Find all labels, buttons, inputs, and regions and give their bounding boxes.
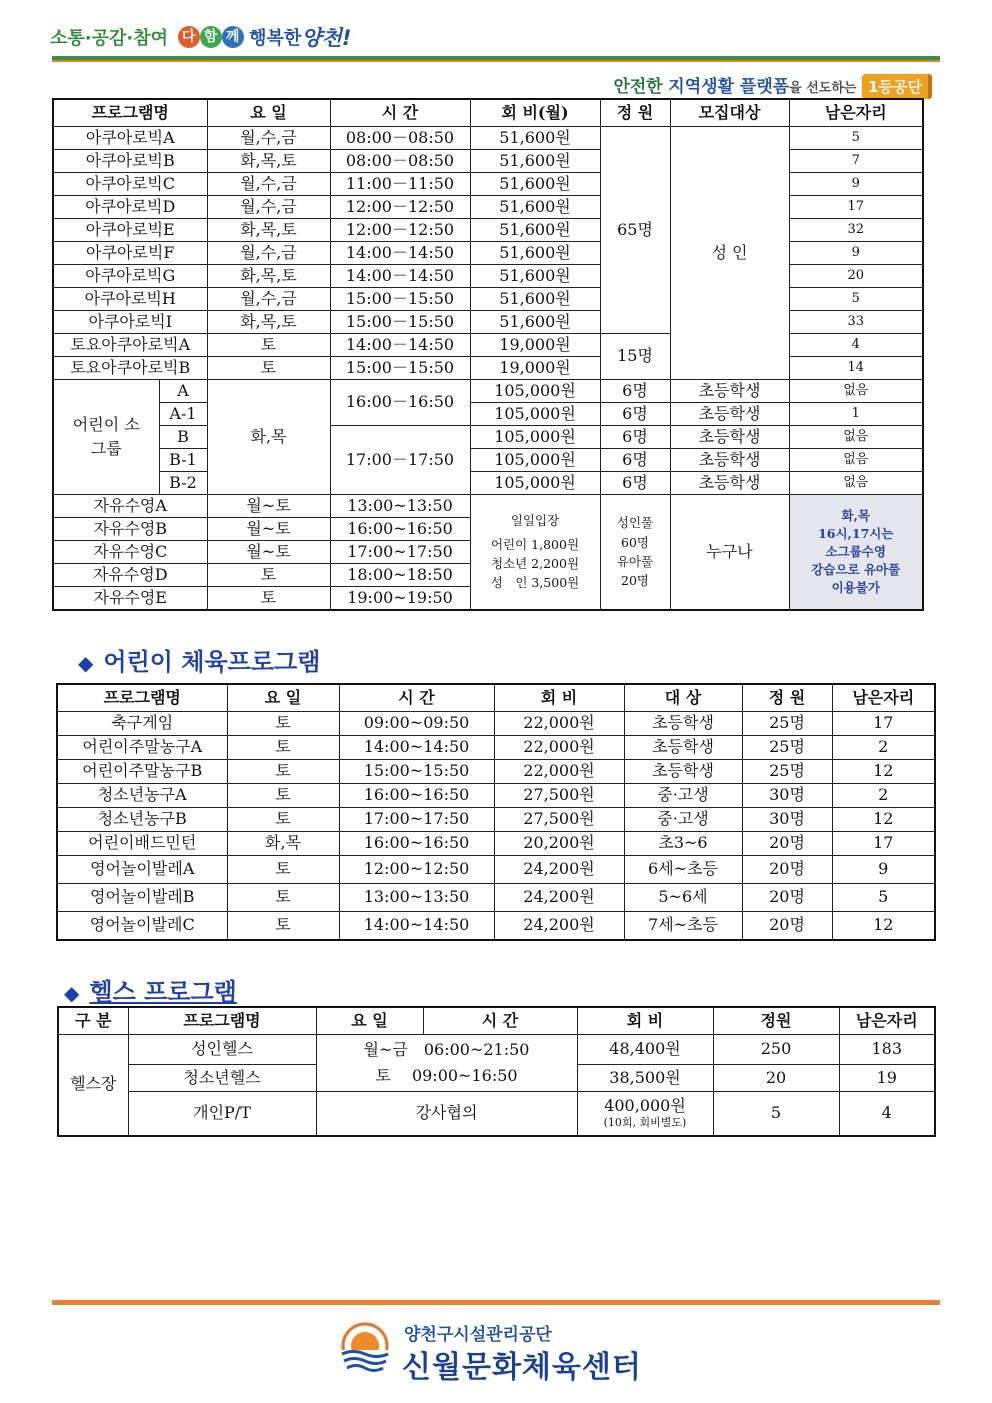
sun-wave-logo-icon [338, 1322, 392, 1376]
table-header-row [57, 684, 935, 712]
section-title-text: 어린이 체육프로그램 [103, 648, 321, 676]
footer-org: 양천구시설관리공단 [404, 1325, 552, 1345]
column-header: 회 비 [577, 1007, 713, 1035]
program-time: 13:00~13:50 [339, 884, 494, 912]
seats-left: 14 [789, 357, 923, 380]
program-fee: 20,200원 [494, 832, 624, 856]
program-name: 축구게임 [57, 712, 227, 736]
free-note-5: 이용불가 [831, 580, 880, 596]
program-name: 청소년농구B [57, 808, 227, 832]
program-day: 화,목,토 [207, 311, 330, 334]
program-time: 08:00－08:50 [330, 127, 470, 150]
section-title-kids [78, 642, 320, 677]
program-target: 초등학생 [624, 760, 742, 784]
program-capacity: 30명 [742, 784, 832, 808]
program-fee: 105,000원 [470, 449, 600, 472]
table-row [53, 127, 923, 150]
program-capacity: 5 [713, 1092, 839, 1136]
table-row [53, 403, 923, 426]
program-name: 아쿠아로빅I [53, 311, 207, 334]
table-row [57, 832, 935, 856]
header-rule-accent [52, 60, 940, 62]
schedule-line-2: 토 09:00~16:50 [375, 1066, 518, 1085]
program-target: 초등학생 [670, 472, 789, 495]
program-time: 18:00~18:50 [330, 564, 470, 587]
table-header-row [53, 99, 923, 127]
table-row [57, 808, 935, 832]
program-capacity: 20명 [742, 832, 832, 856]
free-swim-capacity [600, 495, 670, 611]
program-time: 14:00~14:50 [339, 912, 494, 940]
program-fee: 27,500원 [494, 808, 624, 832]
program-name: 아쿠아로빅C [53, 173, 207, 196]
health-schedule [316, 1035, 577, 1092]
slogan-circle-1: 다 [178, 26, 200, 48]
column-header: 대 상 [624, 684, 742, 712]
seats-left: 2 [832, 736, 935, 760]
program-name: 자유수영C [53, 541, 207, 564]
seats-left: 5 [789, 127, 923, 150]
program-day: 토 [227, 856, 339, 884]
program-fee: 51,600원 [470, 288, 600, 311]
program-name: 자유수영B [53, 518, 207, 541]
kids-class: A [159, 380, 207, 403]
seats-left: 33 [789, 311, 923, 334]
program-fee: 19,000원 [470, 357, 600, 380]
free-fee-child: 어린이 1,800원 [490, 536, 580, 552]
section-title-text: 헬스 프로그램 [89, 978, 237, 1006]
tagline-a: 안전한 [613, 77, 663, 97]
seats-left: 17 [832, 712, 935, 736]
tagline-badge: 1등공단 [862, 74, 932, 99]
program-name: 토요아쿠아로빅B [53, 357, 207, 380]
table-row [57, 884, 935, 912]
program-name: 자유수영D [53, 564, 207, 587]
program-capacity: 25명 [742, 736, 832, 760]
diamond-bullet-icon: ◆ [64, 981, 80, 1005]
program-fee: 22,000원 [494, 760, 624, 784]
program-capacity: 6명 [600, 426, 670, 449]
program-name: 아쿠아로빅B [53, 150, 207, 173]
program-capacity: 6명 [600, 472, 670, 495]
table-row [57, 784, 935, 808]
program-day: 토 [207, 334, 330, 357]
free-fee-title: 일일입장 [510, 513, 560, 529]
program-capacity: 20명 [742, 856, 832, 884]
seats-left: 4 [839, 1092, 935, 1136]
kids-time: 16:00－16:50 [330, 380, 470, 426]
free-cap-3: 유아풀 [616, 554, 654, 569]
program-time: 14:00－14:50 [330, 334, 470, 357]
program-day: 토 [227, 760, 339, 784]
program-target: 7세~초등 [624, 912, 742, 940]
program-time: 15:00－15:50 [330, 357, 470, 380]
free-note-3: 소그룹수영 [825, 543, 886, 559]
program-capacity: 30명 [742, 808, 832, 832]
column-header: 프로그램명 [53, 99, 207, 127]
program-fee: 105,000원 [470, 472, 600, 495]
pt-fee-cell [577, 1092, 713, 1136]
program-fee: 48,400원 [577, 1035, 713, 1065]
program-capacity: 65명 [600, 127, 670, 334]
kids-day: 화,목 [207, 380, 330, 495]
program-name: 영어놀이발레C [57, 912, 227, 940]
program-fee: 24,200원 [494, 884, 624, 912]
column-header: 시 간 [423, 1007, 577, 1035]
seats-left: 19 [839, 1065, 935, 1092]
program-day: 토 [207, 564, 330, 587]
program-target: 초등학생 [670, 403, 789, 426]
column-header: 시 간 [330, 99, 470, 127]
program-name: 아쿠아로빅H [53, 288, 207, 311]
table-row [57, 912, 935, 940]
program-time: 12:00~12:50 [339, 856, 494, 884]
column-header: 모집대상 [670, 99, 789, 127]
program-time: 15:00－15:50 [330, 288, 470, 311]
program-time: 14:00~14:50 [339, 736, 494, 760]
program-time: 13:00~13:50 [330, 495, 470, 518]
program-time: 16:00~16:50 [339, 784, 494, 808]
program-capacity: 20명 [742, 912, 832, 940]
table-row [57, 736, 935, 760]
seats-left: 183 [839, 1035, 935, 1065]
program-name: 영어놀이발레A [57, 856, 227, 884]
program-time: 17:00~17:50 [330, 541, 470, 564]
table-row [53, 334, 923, 357]
free-cap-1: 성인풀 [616, 515, 654, 531]
free-swim-note [789, 495, 923, 611]
program-time: 15:00~15:50 [339, 760, 494, 784]
header-tagline [613, 72, 932, 98]
table-row [53, 449, 923, 472]
program-fee: 19,000원 [470, 334, 600, 357]
program-time: 12:00－12:50 [330, 196, 470, 219]
column-header: 정 원 [742, 684, 832, 712]
kids-time: 17:00－17:50 [330, 426, 470, 495]
table-row [53, 288, 923, 311]
program-name: 어린이주말농구B [57, 760, 227, 784]
table-row [53, 150, 923, 173]
program-day: 토 [227, 712, 339, 736]
table-row [58, 1035, 935, 1065]
program-target: 중·고생 [624, 784, 742, 808]
program-day: 월,수,금 [207, 173, 330, 196]
section-title-health [64, 972, 237, 1007]
column-header: 요 일 [227, 684, 339, 712]
table-row [53, 173, 923, 196]
table-row [53, 357, 923, 380]
table-row [53, 472, 923, 495]
program-capacity: 20 [713, 1065, 839, 1092]
slogan-part2: 행복한 [249, 28, 302, 49]
program-name: 아쿠아로빅G [53, 265, 207, 288]
seats-left: 2 [832, 784, 935, 808]
column-header: 회 비 [494, 684, 624, 712]
program-fee: 51,600원 [470, 265, 600, 288]
free-cap-4: 20명 [621, 573, 649, 589]
program-capacity: 6명 [600, 380, 670, 403]
program-capacity: 6명 [600, 403, 670, 426]
diamond-bullet-icon: ◆ [78, 651, 94, 675]
column-header: 회 비(월) [470, 99, 600, 127]
program-fee: 105,000원 [470, 403, 600, 426]
program-name: 청소년농구A [57, 784, 227, 808]
header-slogan [50, 22, 352, 54]
program-target: 초등학생 [670, 449, 789, 472]
program-time: 12:00－12:50 [330, 219, 470, 242]
program-day: 월~토 [207, 495, 330, 518]
column-header: 정 원 [600, 99, 670, 127]
kids-class: B-2 [159, 472, 207, 495]
program-day: 월,수,금 [207, 127, 330, 150]
column-header: 남은자리 [789, 99, 923, 127]
health-category: 헬스장 [58, 1035, 128, 1136]
program-target: 성 인 [670, 127, 789, 380]
kids-group-name: 어린이 소그룹 [53, 380, 159, 495]
program-target: 5~6세 [624, 884, 742, 912]
slogan-circle-2: 함 [200, 26, 222, 48]
program-fee: 51,600원 [470, 150, 600, 173]
program-name: 개인P/T [128, 1092, 316, 1136]
table-row [53, 495, 923, 518]
program-name: 아쿠아로빅E [53, 219, 207, 242]
table-row [57, 712, 935, 736]
program-fee: 22,000원 [494, 736, 624, 760]
program-name: 어린이주말농구A [57, 736, 227, 760]
table-row [53, 196, 923, 219]
table-row [57, 760, 935, 784]
program-fee: 22,000원 [494, 712, 624, 736]
program-target: 초3~6 [624, 832, 742, 856]
free-note-4: 강습으로 유아풀 [811, 562, 901, 578]
program-target: 중·고생 [624, 808, 742, 832]
tagline-b: 지역생활 플랫폼 [668, 77, 790, 97]
pt-fee: 400,000원 [604, 1096, 686, 1116]
program-capacity: 25명 [742, 712, 832, 736]
free-fee-adult: 성 인 3,500원 [490, 575, 580, 591]
program-capacity: 20명 [742, 884, 832, 912]
program-time: 11:00－11:50 [330, 173, 470, 196]
program-fee: 105,000원 [470, 380, 600, 403]
program-day: 월,수,금 [207, 242, 330, 265]
column-header: 시 간 [339, 684, 494, 712]
kids-class: B [159, 426, 207, 449]
table-row [53, 242, 923, 265]
program-time: 14:00－14:50 [330, 265, 470, 288]
kids-class: A-1 [159, 403, 207, 426]
table-row [57, 856, 935, 884]
seats-left: 9 [832, 856, 935, 884]
program-day: 화,목,토 [207, 150, 330, 173]
column-header: 남은자리 [839, 1007, 935, 1035]
free-note-2: 16시,17시는 [818, 525, 894, 541]
program-fee: 38,500원 [577, 1065, 713, 1092]
program-fee: 51,600원 [470, 173, 600, 196]
program-time: 19:00~19:50 [330, 587, 470, 611]
seats-left: 9 [789, 173, 923, 196]
program-day: 월~토 [207, 541, 330, 564]
program-target: 초등학생 [670, 426, 789, 449]
free-swim-fee [470, 495, 600, 611]
program-fee: 105,000원 [470, 426, 600, 449]
table-row [58, 1092, 935, 1136]
table-row [53, 265, 923, 288]
program-day: 화,목,토 [207, 265, 330, 288]
program-capacity: 6명 [600, 449, 670, 472]
schedule-line-1: 월~금 06:00~21:50 [363, 1040, 530, 1060]
program-capacity: 15명 [600, 334, 670, 380]
program-capacity: 25명 [742, 760, 832, 784]
seats-left: 5 [789, 288, 923, 311]
program-name: 아쿠아로빅F [53, 242, 207, 265]
footer-rule [52, 1300, 940, 1305]
table-row [53, 219, 923, 242]
seats-left: 17 [789, 196, 923, 219]
table-row [53, 426, 923, 449]
program-fee: 24,200원 [494, 912, 624, 940]
program-time: 15:00－15:50 [330, 311, 470, 334]
column-header: 프로그램명 [57, 684, 227, 712]
program-time: 16:00~16:50 [330, 518, 470, 541]
seats-left: 7 [789, 150, 923, 173]
seats-left: 없음 [789, 472, 923, 495]
tagline-c: 을 선도하는 [789, 81, 857, 96]
swim-program-table [52, 98, 924, 611]
program-day: 화,목 [227, 832, 339, 856]
program-time: 09:00~09:50 [339, 712, 494, 736]
program-name: 어린이배드민턴 [57, 832, 227, 856]
seats-left: 32 [789, 219, 923, 242]
program-fee: 27,500원 [494, 784, 624, 808]
health-program-table [57, 1006, 936, 1137]
seats-left: 17 [832, 832, 935, 856]
program-time: 17:00~17:50 [339, 808, 494, 832]
program-target: 초등학생 [624, 736, 742, 760]
seats-left: 12 [832, 760, 935, 784]
program-target: 초등학생 [624, 712, 742, 736]
program-name: 청소년헬스 [128, 1065, 316, 1092]
seats-left: 없음 [789, 426, 923, 449]
seats-left: 5 [832, 884, 935, 912]
seats-left: 12 [832, 808, 935, 832]
slogan-part1: 소통·공감·참여 [50, 28, 169, 49]
program-name: 아쿠아로빅A [53, 127, 207, 150]
program-target: 6세~초등 [624, 856, 742, 884]
column-header: 요 일 [207, 99, 330, 127]
kids-sports-table [56, 683, 936, 941]
program-time: 08:00－08:50 [330, 150, 470, 173]
program-day: 화,목,토 [207, 219, 330, 242]
program-fee: 51,600원 [470, 242, 600, 265]
slogan-circle-3: 께 [222, 26, 244, 48]
column-header: 남은자리 [832, 684, 935, 712]
program-day: 토 [227, 736, 339, 760]
table-row [53, 380, 923, 403]
program-time: 16:00~16:50 [339, 832, 494, 856]
column-header: 요 일 [316, 1007, 423, 1035]
program-target: 초등학생 [670, 380, 789, 403]
slogan-part3: 양천! [301, 26, 352, 50]
column-header: 프로그램명 [128, 1007, 316, 1035]
column-header: 구 분 [58, 1007, 128, 1035]
program-capacity: 250 [713, 1035, 839, 1065]
program-fee: 51,600원 [470, 196, 600, 219]
column-header: 정원 [713, 1007, 839, 1035]
program-day: 토 [207, 357, 330, 380]
seats-left: 9 [789, 242, 923, 265]
seats-left: 1 [789, 403, 923, 426]
free-note-1: 화,목 [841, 507, 870, 523]
seats-left: 20 [789, 265, 923, 288]
program-target: 누구나 [670, 495, 789, 611]
program-fee: 51,600원 [470, 219, 600, 242]
program-day: 토 [227, 808, 339, 832]
program-fee: 51,600원 [470, 311, 600, 334]
table-row [53, 311, 923, 334]
program-name: 자유수영A [53, 495, 207, 518]
program-name: 자유수영E [53, 587, 207, 611]
free-cap-2: 60명 [621, 534, 649, 550]
program-day: 월,수,금 [207, 288, 330, 311]
seats-left: 없음 [789, 380, 923, 403]
program-day: 토 [227, 884, 339, 912]
program-fee: 24,200원 [494, 856, 624, 884]
pt-schedule: 강사협의 [316, 1092, 577, 1136]
seats-left: 12 [832, 912, 935, 940]
program-day: 월~토 [207, 518, 330, 541]
seats-left: 없음 [789, 449, 923, 472]
program-day: 토 [207, 587, 330, 611]
footer-logo-icon [338, 1322, 392, 1376]
program-day: 토 [227, 912, 339, 940]
program-fee: 51,600원 [470, 127, 600, 150]
program-day: 토 [227, 784, 339, 808]
program-time: 14:00－14:50 [330, 242, 470, 265]
program-name: 아쿠아로빅D [53, 196, 207, 219]
free-fee-teen: 청소년 2,200원 [490, 556, 580, 571]
program-day: 월,수,금 [207, 196, 330, 219]
pt-fee-note: (10회, 회비별도) [603, 1115, 687, 1129]
seats-left: 4 [789, 334, 923, 357]
program-name: 토요아쿠아로빅A [53, 334, 207, 357]
program-name: 성인헬스 [128, 1035, 316, 1065]
program-name: 영어놀이발레B [57, 884, 227, 912]
footer-center: 신월문화체육센터 [402, 1350, 642, 1385]
table-header-row [58, 1007, 935, 1035]
kids-class: B-1 [159, 449, 207, 472]
